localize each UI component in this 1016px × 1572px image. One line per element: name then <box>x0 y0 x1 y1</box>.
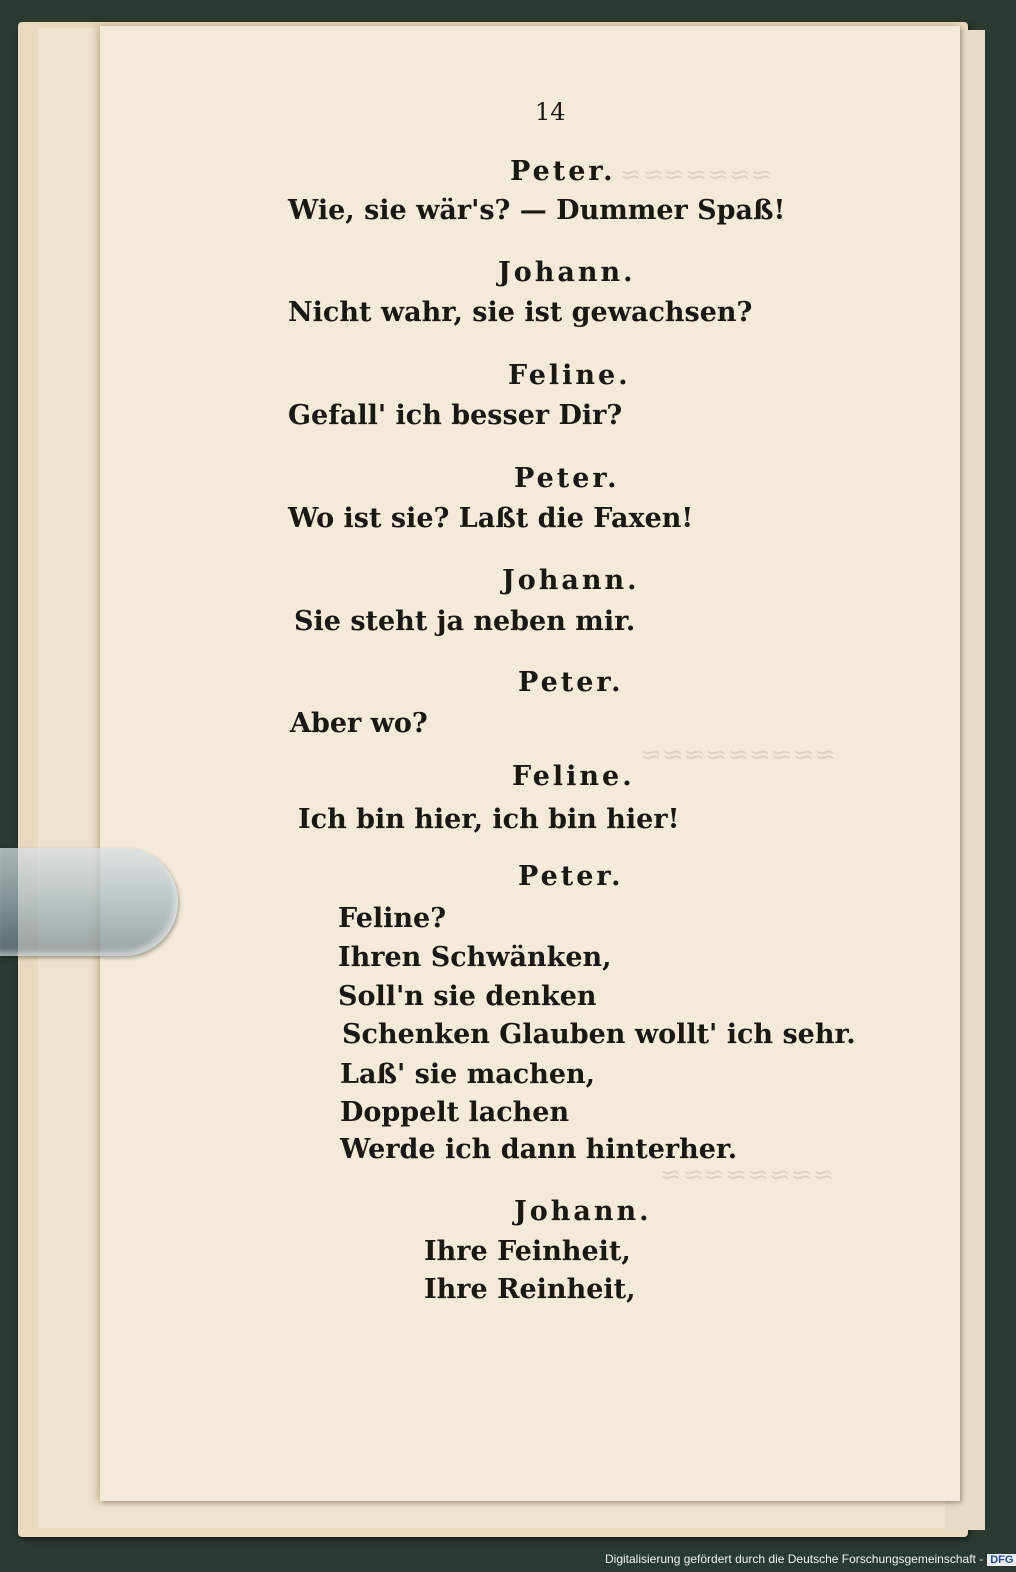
speaker-name: Peter. <box>518 861 624 892</box>
dialogue-line: Nicht wahr, sie ist gewachsen? <box>288 297 753 328</box>
dialogue-line: Aber wo? <box>290 708 428 739</box>
bleed-through: ≈≈≈≈≈≈≈ <box>620 160 773 190</box>
speaker-name: Johann. <box>502 565 640 596</box>
page-number: 14 <box>535 98 566 126</box>
dialogue-line: Ich bin hier, ich bin hier! <box>298 804 680 835</box>
bleed-through: ≈≈≈≈≈≈≈≈≈ <box>640 740 837 770</box>
verse-line: Feline? <box>338 903 447 934</box>
verse-line: Soll'n sie denken <box>338 981 597 1012</box>
bleed-through: ≈≈≈≈≈≈≈≈ <box>660 1160 835 1190</box>
speaker-name: Johann. <box>514 1196 652 1227</box>
verse-line: Schenken Glauben wollt' ich sehr. <box>342 1019 856 1050</box>
verse-line: Ihren Schwänken, <box>338 942 612 973</box>
speaker-name: Peter. <box>518 667 624 698</box>
dialogue-line: Sie steht ja neben mir. <box>294 606 636 637</box>
speaker-name: Peter. <box>510 156 616 187</box>
credit-text: Digitalisierung gefördert durch die Deutsche Forschungsgemeinschaft - <box>605 1552 984 1566</box>
dialogue-line: Gefall' ich besser Dir? <box>288 400 623 431</box>
speaker-name: Johann. <box>498 257 636 288</box>
speaker-name: Feline. <box>508 360 631 391</box>
digitization-credit <box>605 1552 1016 1566</box>
verse-line: Doppelt lachen <box>340 1097 570 1128</box>
verse-line: Werde ich dann hinterher. <box>340 1134 738 1165</box>
glass-bookmark-clip <box>0 848 178 956</box>
speaker-name: Peter. <box>514 463 620 494</box>
verse-line: Laß' sie machen, <box>340 1059 596 1090</box>
dfg-logo: DFG <box>987 1554 1016 1566</box>
verse-line: Ihre Feinheit, <box>424 1236 631 1267</box>
dialogue-line: Wo ist sie? Laßt die Faxen! <box>288 503 694 534</box>
verse-line: Ihre Reinheit, <box>424 1274 636 1305</box>
speaker-name: Feline. <box>512 761 635 792</box>
dialogue-line: Wie, sie wär's? — Dummer Spaß! <box>288 195 786 226</box>
